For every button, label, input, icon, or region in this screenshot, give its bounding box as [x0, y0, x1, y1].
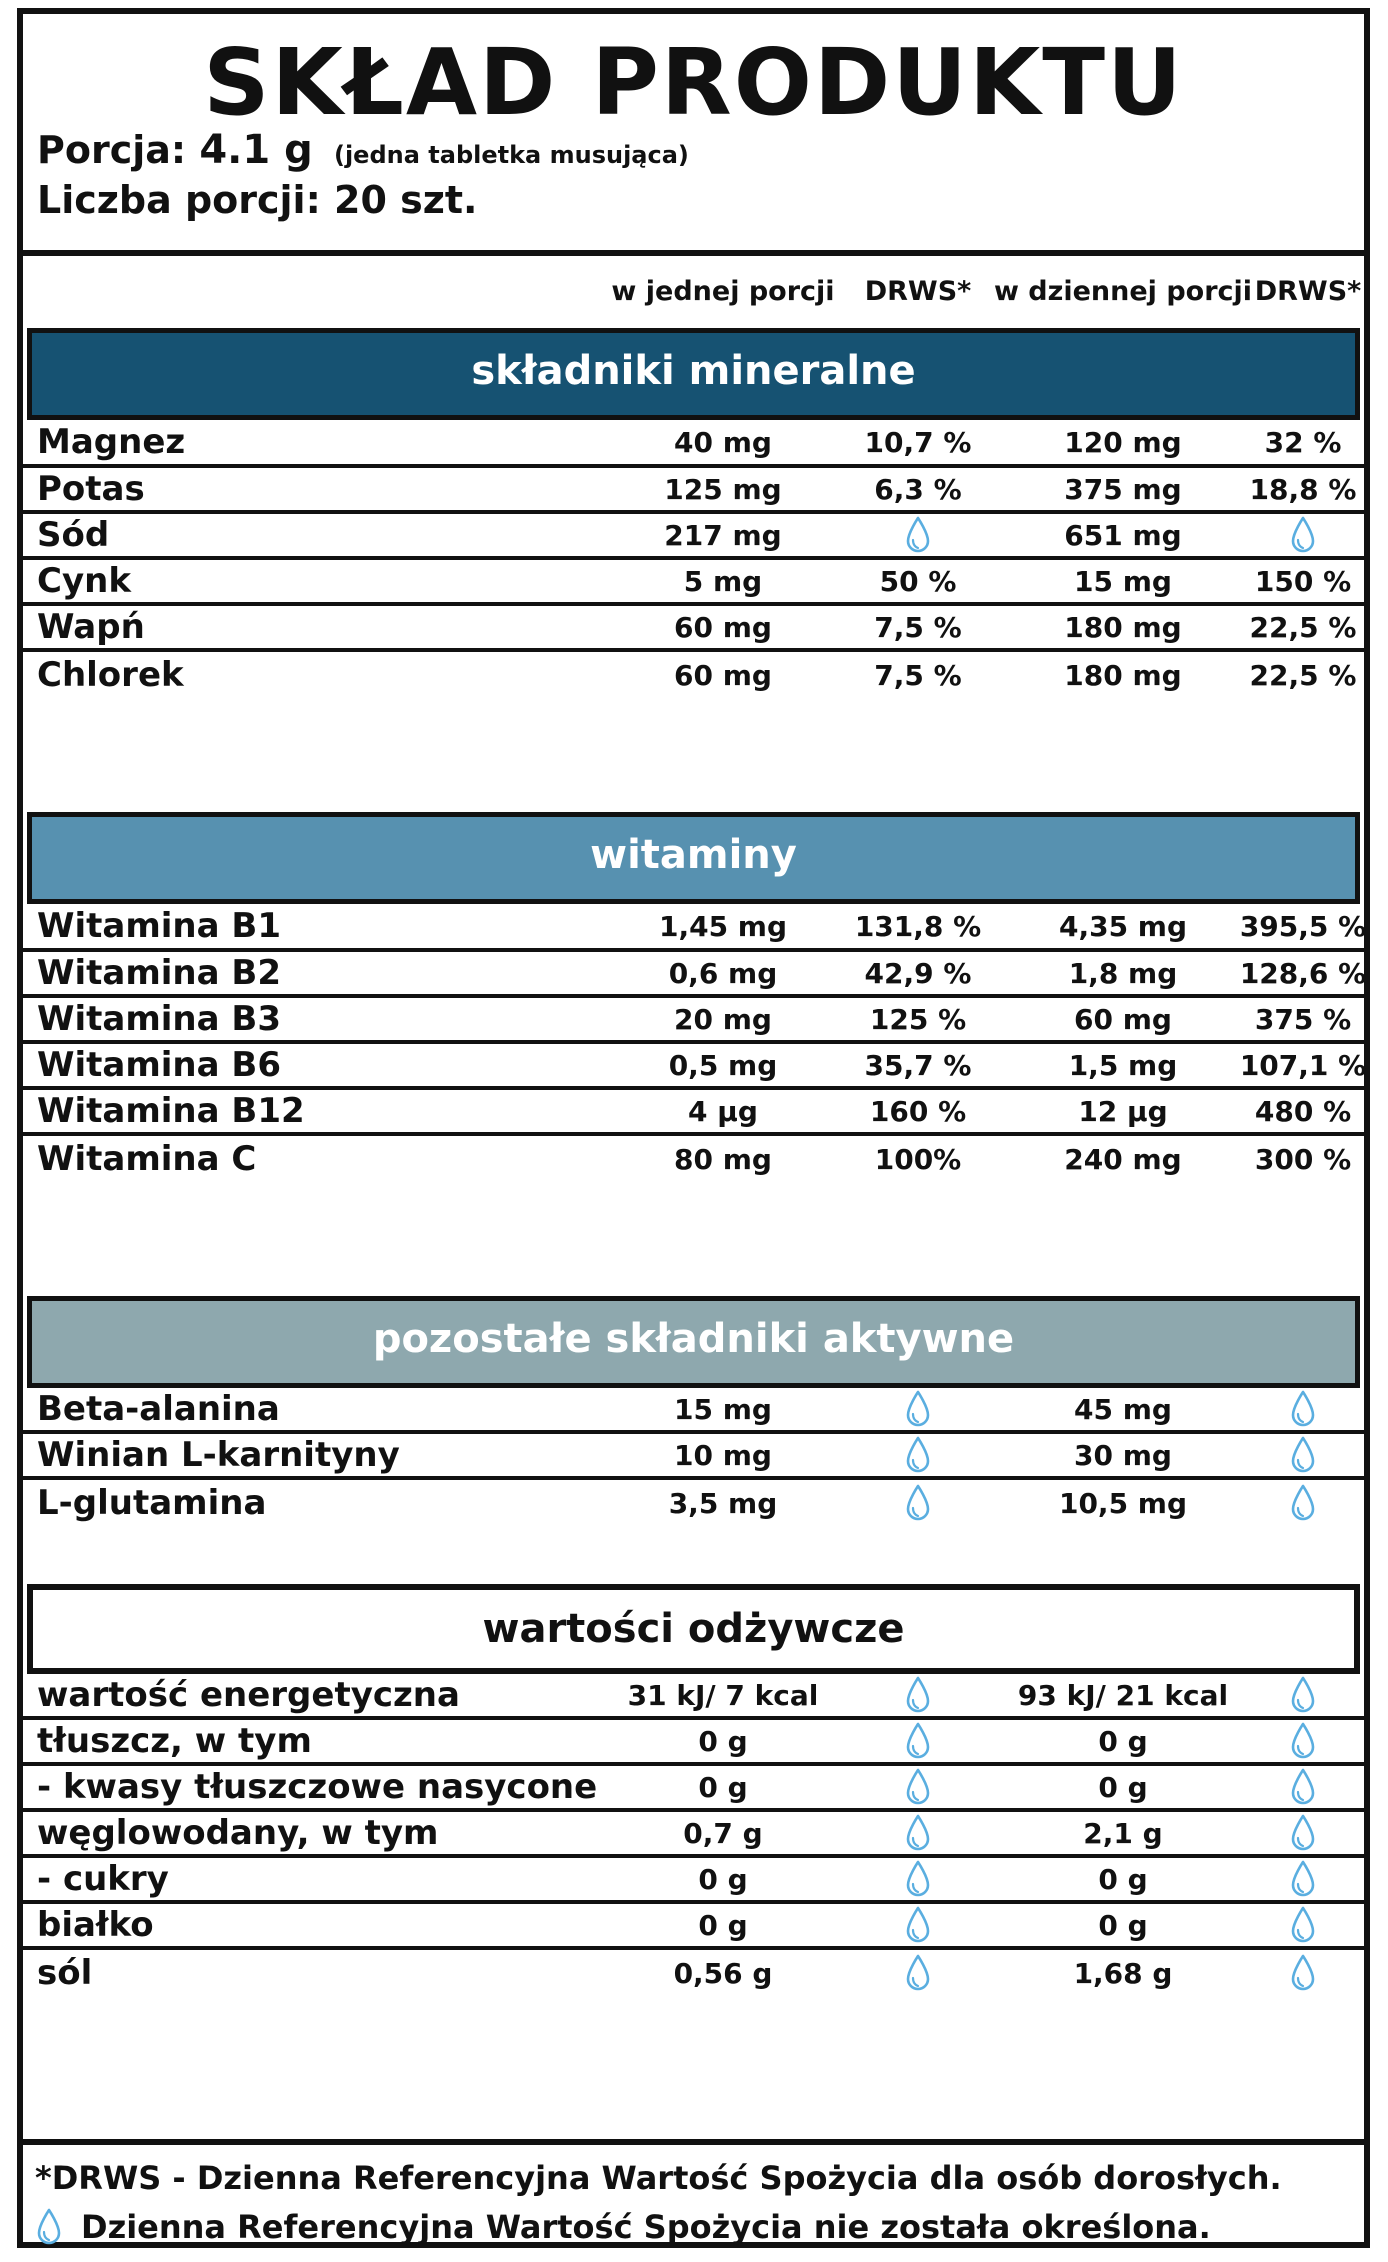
- value-daily: 45 mg: [1074, 1392, 1172, 1426]
- value-daily: 1,8 mg: [1068, 956, 1178, 990]
- value-per-portion: 0,56 g: [673, 1956, 773, 1990]
- table-row: [23, 652, 1364, 698]
- value-per-portion: 15 mg: [674, 1392, 772, 1426]
- value-per-portion: 10 mg: [674, 1438, 772, 1472]
- table-row: [23, 1812, 1364, 1858]
- column-header-daily: w dziennej porcji: [993, 276, 1253, 307]
- value-daily: 0 g: [1098, 1862, 1148, 1896]
- water-drop-icon: [828, 1766, 1008, 1808]
- row-name: sól: [37, 1953, 93, 1993]
- water-drop-icon: [1233, 1674, 1373, 1716]
- value-daily: 93 kJ/ 21 kcal: [1017, 1678, 1229, 1712]
- row-name: białko: [37, 1905, 154, 1945]
- value-per-portion: 40 mg: [674, 425, 772, 459]
- value-daily: 120 mg: [1064, 425, 1182, 459]
- water-drop-icon: [1233, 1950, 1373, 1996]
- row-name: - cukry: [37, 1859, 169, 1899]
- table-row: [23, 952, 1367, 998]
- table-row: [23, 560, 1364, 606]
- portion-label: Porcja:: [37, 128, 187, 172]
- column-header-per-portion: w jednej porcji: [611, 276, 835, 307]
- row-name: Witamina B2: [37, 953, 281, 993]
- drws-daily: 395,5 %: [1239, 909, 1367, 943]
- footnote-drws: *DRWS - Dzienna Referencyjna Wartość Spożycia dla osób dorosłych.: [35, 2159, 1282, 2197]
- water-drop-icon: [1233, 1434, 1373, 1476]
- value-per-portion: 31 kJ/ 7 kcal: [627, 1678, 819, 1712]
- section-title: witaminy: [590, 832, 797, 878]
- water-drop-icon: [828, 1388, 1008, 1430]
- row-name: wartość energetyczna: [37, 1675, 460, 1715]
- section-title: pozostałe składniki aktywne: [372, 1316, 1015, 1362]
- drws-per-portion: 35,7 %: [864, 1048, 972, 1082]
- row-name: Witamina B1: [37, 906, 281, 946]
- drws-daily: 22,5 %: [1249, 658, 1357, 692]
- drws-daily: 128,6 %: [1239, 956, 1367, 990]
- drws-daily: 107,1 %: [1239, 1048, 1367, 1082]
- drws-daily: 480 %: [1254, 1094, 1352, 1128]
- drws-per-portion: 10,7 %: [864, 425, 972, 459]
- column-headers: [23, 256, 1364, 328]
- table-row: [23, 606, 1364, 652]
- value-daily: 0 g: [1098, 1770, 1148, 1804]
- value-daily: 375 mg: [1064, 472, 1182, 506]
- servings-info: [37, 176, 477, 224]
- value-per-portion: 60 mg: [674, 610, 772, 644]
- row-name: Witamina C: [37, 1139, 257, 1179]
- value-daily: 10,5 mg: [1058, 1486, 1188, 1520]
- value-per-portion: 5 mg: [683, 564, 763, 598]
- servings-value: 20 szt.: [334, 178, 478, 222]
- table-row: [23, 1904, 1364, 1950]
- water-drop-icon: [828, 1904, 1008, 1946]
- column-header-drws-2: DRWS*: [1254, 276, 1362, 307]
- value-daily: 180 mg: [1064, 610, 1182, 644]
- value-per-portion: 1,45 mg: [658, 909, 788, 943]
- section-nutrition: [27, 1584, 1360, 1674]
- value-per-portion: 3,5 mg: [668, 1486, 778, 1520]
- value-daily: 240 mg: [1064, 1142, 1182, 1176]
- row-name: Witamina B12: [37, 1091, 305, 1131]
- table-row: [23, 1720, 1364, 1766]
- water-drop-icon: [828, 1950, 1008, 1996]
- table-row: [23, 1388, 1364, 1434]
- column-header-drws-1: DRWS*: [864, 276, 972, 307]
- value-per-portion: 217 mg: [664, 518, 782, 552]
- table-row: [23, 1950, 1364, 1996]
- row-name: węglowodany, w tym: [37, 1813, 439, 1853]
- table-row: [23, 420, 1364, 468]
- section-minerals: [27, 328, 1360, 420]
- row-name: Potas: [37, 469, 145, 509]
- row-name: Chlorek: [37, 655, 184, 695]
- drws-per-portion: 7,5 %: [874, 610, 962, 644]
- drws-per-portion: 125 %: [869, 1002, 967, 1036]
- value-daily: 651 mg: [1064, 518, 1182, 552]
- value-daily: 0 g: [1098, 1724, 1148, 1758]
- drws-daily: 18,8 %: [1249, 472, 1357, 506]
- row-name: Witamina B6: [37, 1045, 281, 1085]
- section-vitamins: [27, 812, 1360, 904]
- drws-per-portion: 7,5 %: [874, 658, 962, 692]
- water-drop-icon: [1233, 1720, 1373, 1762]
- row-name: Magnez: [37, 422, 186, 462]
- water-drop-icon: [1233, 1812, 1373, 1854]
- table-row: [23, 1434, 1364, 1480]
- value-daily: 1,5 mg: [1068, 1048, 1178, 1082]
- section-other-active: [27, 1296, 1360, 1388]
- row-name: tłuszcz, w tym: [37, 1721, 312, 1761]
- table-row: [23, 904, 1367, 952]
- value-daily: 4,35 mg: [1058, 909, 1188, 943]
- row-name: L-glutamina: [37, 1483, 267, 1523]
- value-per-portion: 4 µg: [688, 1094, 758, 1128]
- drws-daily: 32 %: [1264, 425, 1342, 459]
- drws-daily: 300 %: [1254, 1142, 1352, 1176]
- drws-per-portion: 50 %: [879, 564, 957, 598]
- water-drop-icon: [1233, 1858, 1373, 1900]
- table-row: [23, 1766, 1364, 1812]
- table-row: [23, 1674, 1364, 1720]
- table-row: [23, 1136, 1364, 1182]
- water-drop-icon: [828, 1720, 1008, 1762]
- header: [23, 14, 1364, 256]
- portion-info: [37, 126, 689, 179]
- table-row: [23, 1044, 1367, 1090]
- footnote: [23, 2139, 1364, 2248]
- drws-daily: 22,5 %: [1249, 610, 1357, 644]
- value-per-portion: 0 g: [698, 1724, 748, 1758]
- water-drop-icon: [828, 1812, 1008, 1854]
- drws-per-portion: 100%: [874, 1142, 962, 1176]
- table-row: [23, 998, 1364, 1044]
- value-daily: 2,1 g: [1083, 1816, 1163, 1850]
- servings-label: Liczba porcji:: [37, 178, 321, 222]
- row-name: Cynk: [37, 561, 131, 601]
- product-composition-panel: [17, 8, 1370, 2248]
- value-daily: 30 mg: [1074, 1438, 1172, 1472]
- section-title: składniki mineralne: [471, 348, 916, 394]
- water-drop-icon: [1233, 1904, 1373, 1946]
- value-daily: 15 mg: [1074, 564, 1172, 598]
- value-daily: 60 mg: [1074, 1002, 1172, 1036]
- row-name: Sód: [37, 515, 110, 555]
- table-row: [23, 468, 1364, 514]
- portion-note: (jedna tabletka musująca): [333, 141, 689, 169]
- table-row: [23, 1090, 1364, 1136]
- drws-per-portion: 42,9 %: [864, 956, 972, 990]
- water-drop-icon: [1233, 1480, 1373, 1526]
- water-drop-icon: [828, 514, 1008, 556]
- water-drop-icon: [1233, 1388, 1373, 1430]
- row-name: Witamina B3: [37, 999, 281, 1039]
- water-drop-icon: [828, 1674, 1008, 1716]
- water-drop-icon: [1233, 514, 1373, 556]
- value-per-portion: 0 g: [698, 1862, 748, 1896]
- water-drop-icon: [1233, 1766, 1373, 1808]
- drws-daily: 375 %: [1254, 1002, 1352, 1036]
- value-daily: 12 µg: [1078, 1094, 1168, 1128]
- value-per-portion: 80 mg: [674, 1142, 772, 1176]
- row-name: Winian L-karnityny: [37, 1435, 400, 1475]
- drws-per-portion: 160 %: [869, 1094, 967, 1128]
- value-per-portion: 0,7 g: [683, 1816, 763, 1850]
- drws-per-portion: 131,8 %: [854, 909, 982, 943]
- value-per-portion: 0,6 mg: [668, 956, 778, 990]
- page-title: SKŁAD PRODUKTU: [203, 29, 1184, 136]
- value-per-portion: 0,5 mg: [668, 1048, 778, 1082]
- section-title: wartości odżywcze: [482, 1606, 905, 1652]
- value-per-portion: 20 mg: [674, 1002, 772, 1036]
- footnote-not-determined-text: Dzienna Referencyjna Wartość Spożycia nie została określona.: [81, 2208, 1211, 2246]
- drws-daily: 150 %: [1254, 564, 1352, 598]
- table-row: [23, 1858, 1364, 1904]
- table-row: [23, 1480, 1364, 1526]
- value-daily: 0 g: [1098, 1908, 1148, 1942]
- row-name: - kwasy tłuszczowe nasycone: [37, 1767, 598, 1807]
- water-drop-icon: [828, 1434, 1008, 1476]
- drws-per-portion: 6,3 %: [874, 472, 962, 506]
- row-name: Beta-alanina: [37, 1389, 280, 1429]
- water-drop-icon: [828, 1480, 1008, 1526]
- footnote-not-determined: [35, 2207, 1211, 2247]
- water-drop-icon: [35, 2207, 81, 2247]
- water-drop-icon: [828, 1858, 1008, 1900]
- row-name: Wapń: [37, 607, 145, 647]
- value-per-portion: 125 mg: [664, 472, 782, 506]
- value-per-portion: 0 g: [698, 1770, 748, 1804]
- value-per-portion: 60 mg: [674, 658, 772, 692]
- value-daily: 180 mg: [1064, 658, 1182, 692]
- table-row: [23, 514, 1364, 560]
- value-daily: 1,68 g: [1073, 1956, 1173, 1990]
- portion-value: 4.1 g: [199, 127, 313, 173]
- value-per-portion: 0 g: [698, 1908, 748, 1942]
